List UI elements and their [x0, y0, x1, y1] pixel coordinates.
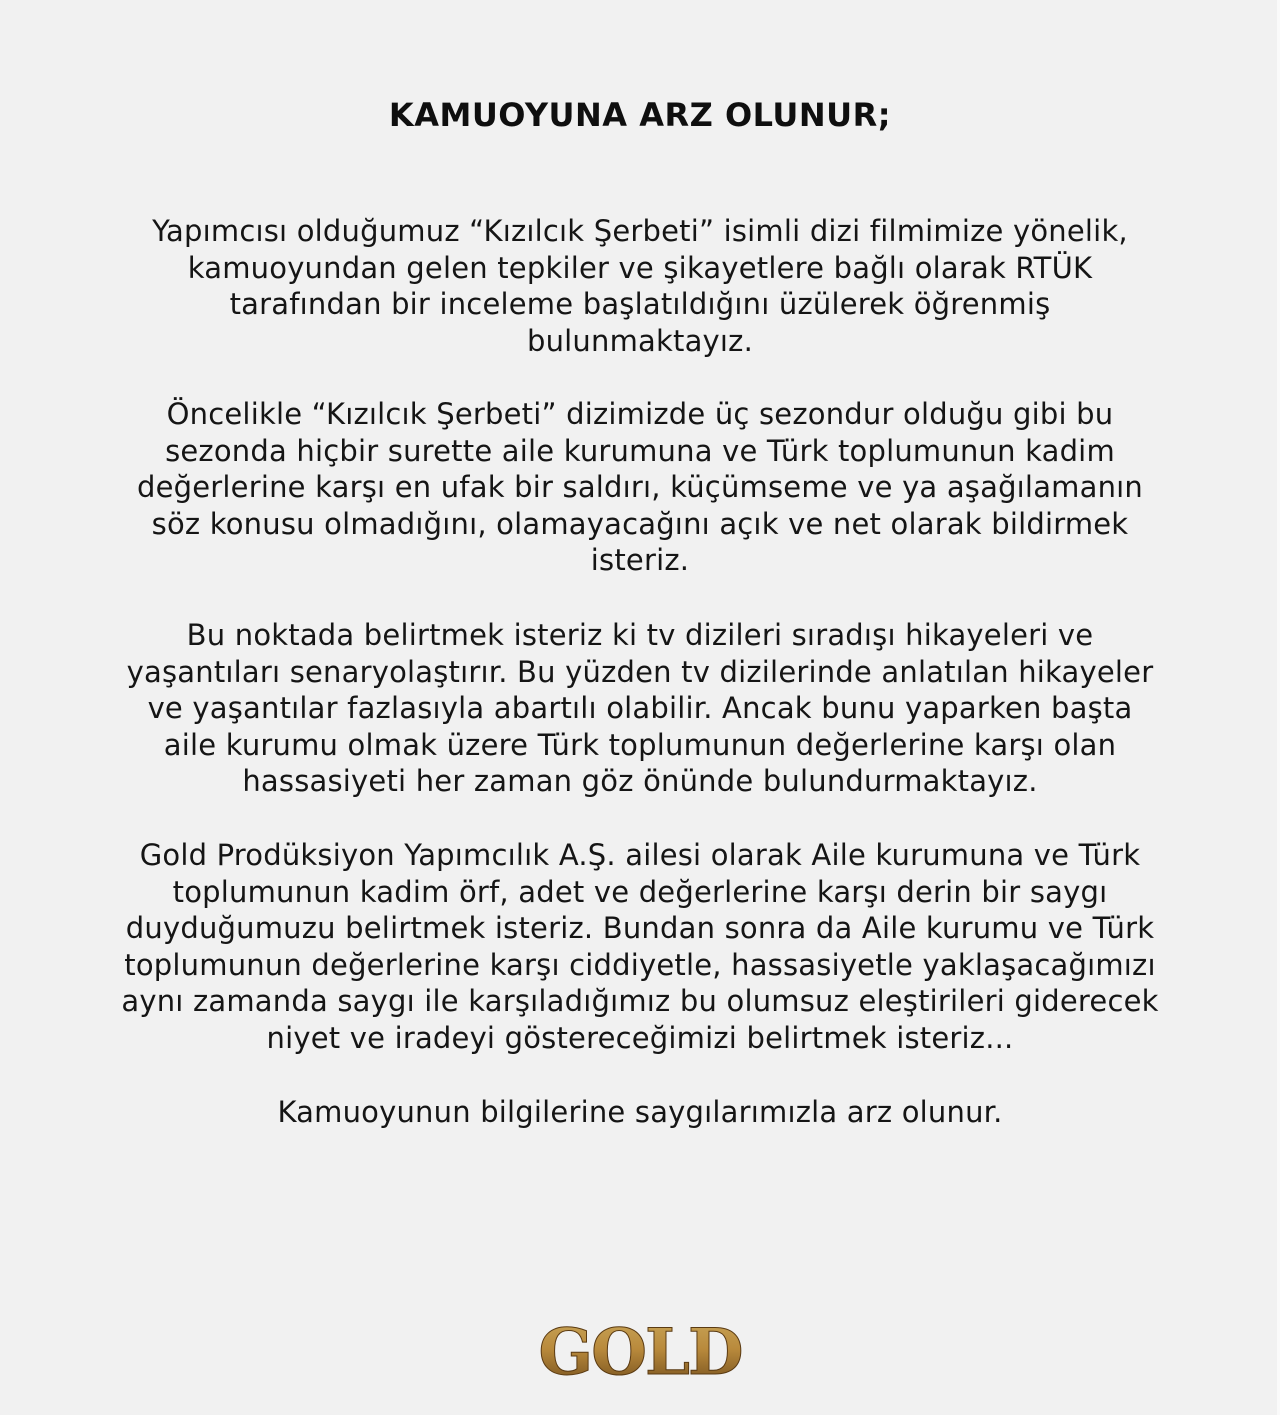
paragraph-line: tarafından bir inceleme başlatıldığını üzülerek öğrenmiş — [229, 287, 1051, 321]
closing-line — [40, 1094, 1240, 1131]
gold-logo — [0, 1316, 1280, 1386]
paragraph-line: söz konusu olmadığını, olamayacağını açık ve net olarak bildirmek — [151, 506, 1129, 541]
paragraph-line: niyet ve iradeyi göstereceğimizi belirtmek isteriz... — [266, 1020, 1014, 1055]
gold-logo-icon — [530, 1316, 750, 1386]
paragraph-line: bulunmaktayız. — [526, 323, 754, 358]
paragraph-line: duyduğumuzu belirtmek isteriz. Bundan sonra da Aile kurumu ve Türk — [125, 911, 1155, 945]
paragraph-line: kamuoyundan gelen tepkiler ve şikayetlere bağlı olarak RTÜK — [187, 250, 1093, 285]
paragraph-line: aile kurumu olmak üzere Türk toplumunun değerlerine karşı olan — [163, 727, 1117, 762]
paragraph-line: yaşantıları senaryolaştırır. Bu yüzden tv dizilerinde anlatılan hikayeler — [126, 654, 1154, 689]
paragraph-line: toplumunun değerlerine karşı ciddiyetle, hassasiyetle yaklaşacağımızı — [124, 947, 1156, 982]
paragraph-line: Yapımcısı olduğumuz “Kızılcık Şerbeti” isimli dizi filmimize yönelik, — [152, 214, 1128, 248]
paragraph-1 — [40, 213, 1240, 359]
logo-text: GOLD — [538, 1316, 742, 1386]
paragraph-2 — [40, 396, 1240, 579]
paragraph-3 — [40, 617, 1240, 800]
paragraph-line: aynı zamanda saygı ile karşıladığımız bu olumsuz eleştirileri giderecek — [121, 984, 1159, 1018]
paragraph-line: isteriz. — [590, 543, 690, 577]
paragraph-line: toplumunun kadim örf, adet ve değerlerine karşı derin bir saygı — [172, 874, 1108, 909]
paragraph-line: sezonda hiçbir surette aile kurumuna ve Türk toplumunun kadim — [165, 433, 1115, 468]
paragraph-line: Bu noktada belirtmek isteriz ki tv dizileri sıradışı hikayeleri ve — [186, 618, 1094, 652]
paragraph-line: hassasiyeti her zaman göz önünde bulundurmaktayız. — [242, 764, 1038, 798]
page-title: KAMUOYUNA ARZ OLUNUR; — [388, 96, 892, 134]
paragraph-line: Öncelikle “Kızılcık Şerbeti” dizimizde üç sezondur olduğu gibi bu — [166, 397, 1114, 431]
paragraph-line: Gold Prodüksiyon Yapımcılık A.Ş. ailesi olarak Aile kurumuna ve Türk — [139, 838, 1141, 872]
paragraph-line: ve yaşantılar fazlasıyla abartılı olabilir. Ancak bunu yaparken başta — [147, 691, 1133, 725]
paragraph-4 — [40, 837, 1240, 1056]
paragraph-line: Kamuoyunun bilgilerine saygılarımızla arz olunur. — [277, 1095, 1003, 1129]
paragraph-line: değerlerine karşı en ufak bir saldırı, küçümseme ve ya aşağılamanın — [136, 470, 1143, 504]
